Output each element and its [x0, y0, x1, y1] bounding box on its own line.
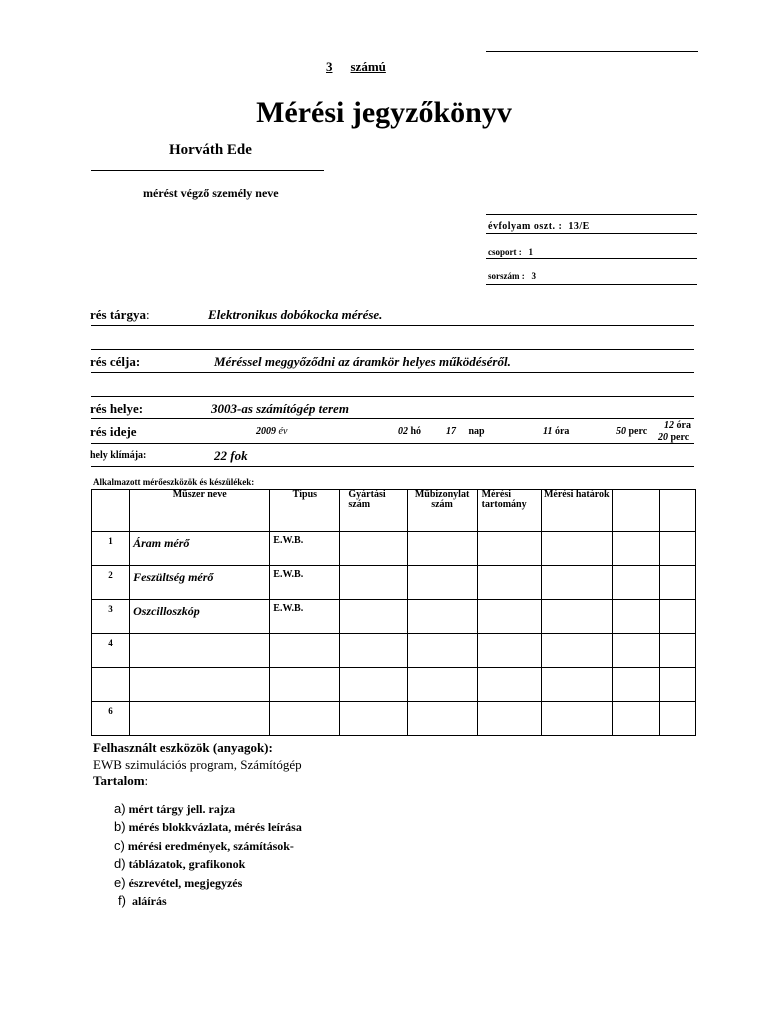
row-cell	[407, 702, 477, 736]
list-item	[118, 893, 167, 909]
table-row	[92, 600, 696, 634]
subject-label-colon: :	[145, 307, 150, 322]
header-cell-limits: Mérési határok	[541, 490, 612, 532]
row-cell	[541, 668, 612, 702]
row-cell	[612, 702, 659, 736]
time-month-num: 02	[398, 426, 408, 437]
row-cell	[541, 600, 612, 634]
place-line	[91, 418, 694, 419]
row-number	[92, 668, 130, 702]
protocol-number-word: számú	[350, 59, 386, 74]
row-cell	[612, 600, 659, 634]
row-cell	[659, 702, 695, 736]
row-instrument-name: Áram mérő	[130, 532, 270, 566]
row-number: 4	[92, 634, 130, 668]
top-signature-line	[486, 51, 698, 52]
list-item-letter: c)	[114, 838, 125, 853]
time-hour-num: 11	[543, 426, 553, 437]
row-instrument-type: E.W.B.	[270, 600, 340, 634]
group-label	[488, 247, 533, 257]
row-cell	[340, 532, 407, 566]
row-cell	[407, 532, 477, 566]
list-item-text: mért tárgy jell. rajza	[128, 802, 236, 816]
subject-line-1	[91, 325, 694, 326]
time-day-num: 17	[446, 426, 456, 437]
list-item-letter: f)	[118, 893, 126, 908]
list-item-letter: d)	[114, 856, 126, 871]
row-cell	[477, 566, 541, 600]
list-item	[114, 819, 302, 835]
table-row	[92, 566, 696, 600]
header-cell-certificate: Műbizonylat szám	[407, 490, 477, 532]
row-cell	[340, 634, 407, 668]
row-cell	[659, 668, 695, 702]
subject-label-text: rés tárgya	[90, 307, 146, 322]
person-name: Horváth Ede	[169, 142, 252, 158]
person-name-line	[91, 170, 324, 171]
header-cell-name: Műszer neve	[130, 490, 270, 532]
row-cell	[659, 600, 695, 634]
time-month	[398, 426, 421, 437]
goal-label: rés célja:	[90, 354, 141, 369]
header-cell-type: Típus	[270, 490, 340, 532]
time-year-num: 2009	[256, 426, 276, 437]
serial-line	[486, 284, 697, 285]
time-end-hour-num: 12	[664, 420, 674, 431]
row-cell	[477, 634, 541, 668]
contents-heading-colon: :	[144, 773, 149, 788]
row-cell	[407, 566, 477, 600]
subject-line-2	[91, 349, 694, 350]
row-cell	[340, 702, 407, 736]
table-row	[92, 532, 696, 566]
table-row	[92, 668, 696, 702]
group-label-text: csoport :	[488, 247, 522, 257]
subject-label	[90, 307, 150, 323]
row-cell	[659, 634, 695, 668]
row-instrument-name: Oszcilloszkóp	[130, 600, 270, 634]
row-cell	[612, 634, 659, 668]
list-item-text: aláírás	[131, 894, 167, 908]
row-instrument-name	[130, 702, 270, 736]
time-day-unit: nap	[468, 426, 485, 437]
tools-value: EWB szimulációs program, Számítógép	[93, 757, 302, 772]
row-cell	[541, 566, 612, 600]
header-cell-num	[92, 490, 130, 532]
year-label-text: évfolyam oszt. :	[488, 221, 563, 232]
climate-value: 22 fok	[214, 448, 248, 463]
row-cell	[477, 702, 541, 736]
row-cell	[340, 600, 407, 634]
row-instrument-type	[270, 702, 340, 736]
row-number: 2	[92, 566, 130, 600]
list-item-text: mérési eredmények, számítások-	[127, 839, 294, 853]
list-item-text: mérés blokkvázlata, mérés leírása	[128, 820, 302, 834]
row-cell	[612, 566, 659, 600]
list-item	[114, 801, 235, 817]
time-minute-unit: perc	[628, 426, 648, 437]
time-minute-num: 50	[616, 426, 626, 437]
person-caption: mérést végző személy neve	[143, 186, 279, 200]
serial-label	[488, 271, 536, 281]
time-year-unit: év	[278, 426, 288, 437]
contents-heading-text: Tartalom	[93, 773, 145, 788]
row-instrument-type: E.W.B.	[270, 532, 340, 566]
equipment-table	[91, 489, 696, 736]
row-cell	[477, 668, 541, 702]
time-end-minute	[658, 432, 689, 443]
time-hour-unit: óra	[554, 426, 570, 437]
row-cell	[407, 634, 477, 668]
header-cell-serial: Gyártási szám	[340, 490, 407, 532]
time-end-minute-num: 20	[658, 432, 668, 443]
row-instrument-name	[130, 634, 270, 668]
list-item	[114, 856, 245, 872]
goal-line-1	[91, 372, 694, 373]
goal-line-2	[91, 396, 694, 397]
time-end-minute-unit: perc	[670, 432, 690, 443]
time-end-hour	[664, 420, 691, 431]
protocol-number	[326, 59, 386, 75]
contents-heading	[93, 773, 148, 789]
time-minute	[616, 426, 647, 437]
year-value: 13/E	[568, 221, 590, 232]
time-month-unit: hó	[410, 426, 422, 437]
list-item	[114, 838, 294, 854]
table-row	[92, 634, 696, 668]
list-item	[114, 875, 242, 891]
page-title: Mérési jegyzőkönyv	[256, 96, 512, 129]
row-cell	[612, 668, 659, 702]
row-cell	[659, 566, 695, 600]
row-cell	[541, 532, 612, 566]
row-cell	[340, 668, 407, 702]
list-item-letter: b)	[114, 819, 126, 834]
row-number: 1	[92, 532, 130, 566]
class-info-top-line	[486, 214, 697, 215]
row-instrument-name	[130, 668, 270, 702]
row-cell	[612, 532, 659, 566]
list-item-text: észrevétel, megjegyzés	[128, 876, 243, 890]
place-value: 3003-as számítógép terem	[211, 401, 349, 416]
row-instrument-type: E.W.B.	[270, 566, 340, 600]
serial-value: 3	[531, 271, 536, 281]
list-item-letter: a)	[114, 801, 126, 816]
row-number: 3	[92, 600, 130, 634]
row-instrument-name: Feszültség mérő	[130, 566, 270, 600]
climate-line	[91, 466, 694, 467]
climate-label: hely klímája:	[90, 450, 147, 461]
row-cell	[407, 600, 477, 634]
time-year	[256, 426, 287, 437]
time-line	[91, 443, 694, 444]
header-cell-extra-2	[659, 490, 695, 532]
row-number: 6	[92, 702, 130, 736]
row-instrument-type	[270, 668, 340, 702]
header-cell-extra-1	[612, 490, 659, 532]
row-cell	[477, 532, 541, 566]
serial-label-text: sorszám :	[488, 271, 525, 281]
time-hour	[543, 426, 569, 437]
place-label: rés helye:	[90, 401, 144, 416]
table-row	[92, 702, 696, 736]
group-value: 1	[528, 247, 533, 257]
row-cell	[659, 532, 695, 566]
time-day	[446, 426, 485, 437]
list-item-letter: e)	[114, 875, 126, 890]
time-end-hour-unit: óra	[676, 420, 691, 431]
goal-value: Méréssel meggyőződni az áramkör helyes működéséről.	[214, 354, 511, 369]
year-label	[488, 221, 590, 232]
row-cell	[407, 668, 477, 702]
header-cell-range: Mérési tartomány	[477, 490, 541, 532]
row-cell	[541, 634, 612, 668]
subject-value: Elektronikus dobókocka mérése.	[208, 307, 383, 322]
row-cell	[477, 600, 541, 634]
list-item-text: táblázatok, grafikonok	[128, 857, 246, 871]
tools-heading: Felhasznált eszközök (anyagok):	[93, 740, 273, 755]
time-label: rés ideje	[90, 424, 137, 439]
protocol-number-value: 3	[326, 59, 333, 74]
row-cell	[541, 702, 612, 736]
row-cell	[340, 566, 407, 600]
equipment-header-row	[92, 490, 696, 532]
group-line	[486, 258, 697, 259]
row-instrument-type	[270, 634, 340, 668]
equipment-caption: Alkalmazott mérőeszközök és készülékek:	[93, 477, 255, 487]
year-line	[486, 233, 697, 234]
